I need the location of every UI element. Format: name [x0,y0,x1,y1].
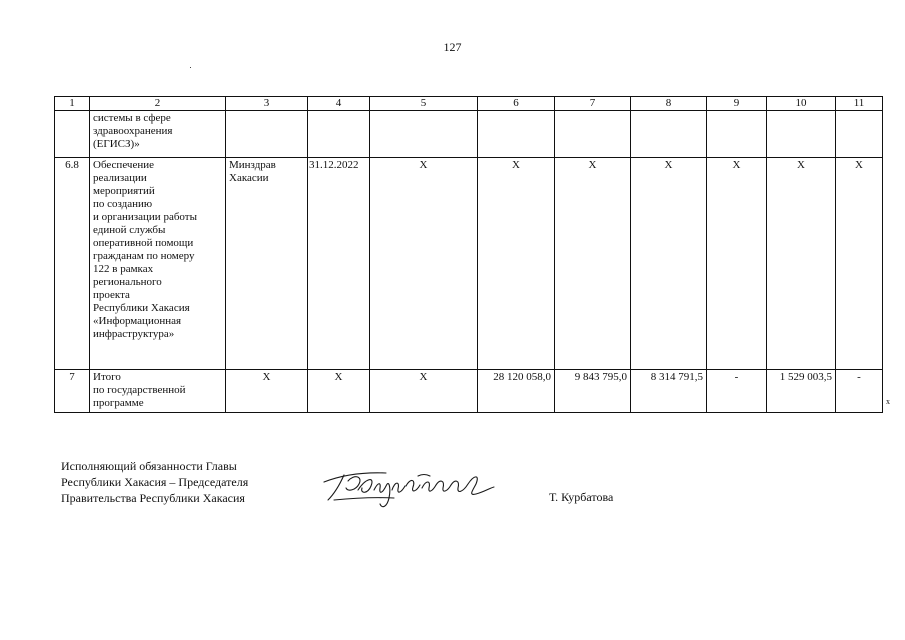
page-number: 127 [443,40,462,54]
signatory-title [61,458,248,506]
row-number-cell: 7 [55,370,90,413]
column-header: 7 [555,97,631,111]
value-cell [370,111,478,158]
total-amount-cell: 1 529 003,5 [767,370,836,413]
value-cell: X [631,158,707,370]
row-number-cell: 6.8 [55,158,90,370]
column-header: 8 [631,97,707,111]
value-cell [707,111,767,158]
column-header: 3 [226,97,308,111]
column-header: 9 [707,97,767,111]
column-header: 1 [55,97,90,111]
total-amount-cell: 28 120 058,0 [478,370,555,413]
column-header: 5 [370,97,478,111]
value-cell: X [767,158,836,370]
table-row-total [55,370,883,413]
total-amount-cell: 8 314 791,5 [631,370,707,413]
value-cell: X [555,158,631,370]
handwritten-signature [318,460,508,520]
deadline-cell: 31.12.2022 [308,158,370,370]
column-header: 10 [767,97,836,111]
row-number-cell [55,111,90,158]
program-table [54,96,883,413]
table-row [55,158,883,370]
column-header: 2 [90,97,226,111]
value-cell: - [836,370,883,413]
table-row [55,111,883,158]
measure-name-cell: Обеспечение реализации мероприятий по созданию и организации работы единой службы оперативной помощи гражданам по номеру 122 в рамках регионального проекта Республики Хакасия «Информационная инфраструктура» [90,158,226,370]
column-header: 11 [836,97,883,111]
value-cell: X [836,158,883,370]
value-cell [478,111,555,158]
signatory-title-line: Республики Хакасия – Председателя [61,475,249,489]
value-cell [836,111,883,158]
signatory-title-line: Исполняющий обязанности Главы [61,459,237,473]
stray-mark: x [886,397,890,406]
executor-cell: X [226,370,308,413]
table-header-row [55,97,883,111]
value-cell: X [370,370,478,413]
total-amount-cell: 9 843 795,0 [555,370,631,413]
measure-name-cell: Итого по государственной программе [90,370,226,413]
signatory-name: Т. Курбатова [549,490,614,504]
deadline-cell [308,111,370,158]
executor-cell: Минздрав Хакасии [226,158,308,370]
value-cell [631,111,707,158]
value-cell: X [370,158,478,370]
value-cell: X [478,158,555,370]
column-header: 4 [308,97,370,111]
value-cell: - [707,370,767,413]
measure-name-cell: системы в сфере здравоохранения (ЕГИСЗ)» [90,111,226,158]
value-cell [767,111,836,158]
signatory-title-line: Правительства Республики Хакасия [61,491,245,505]
value-cell: X [707,158,767,370]
column-header: 6 [478,97,555,111]
deadline-cell: X [308,370,370,413]
value-cell [555,111,631,158]
scan-speck [190,67,191,68]
executor-cell [226,111,308,158]
